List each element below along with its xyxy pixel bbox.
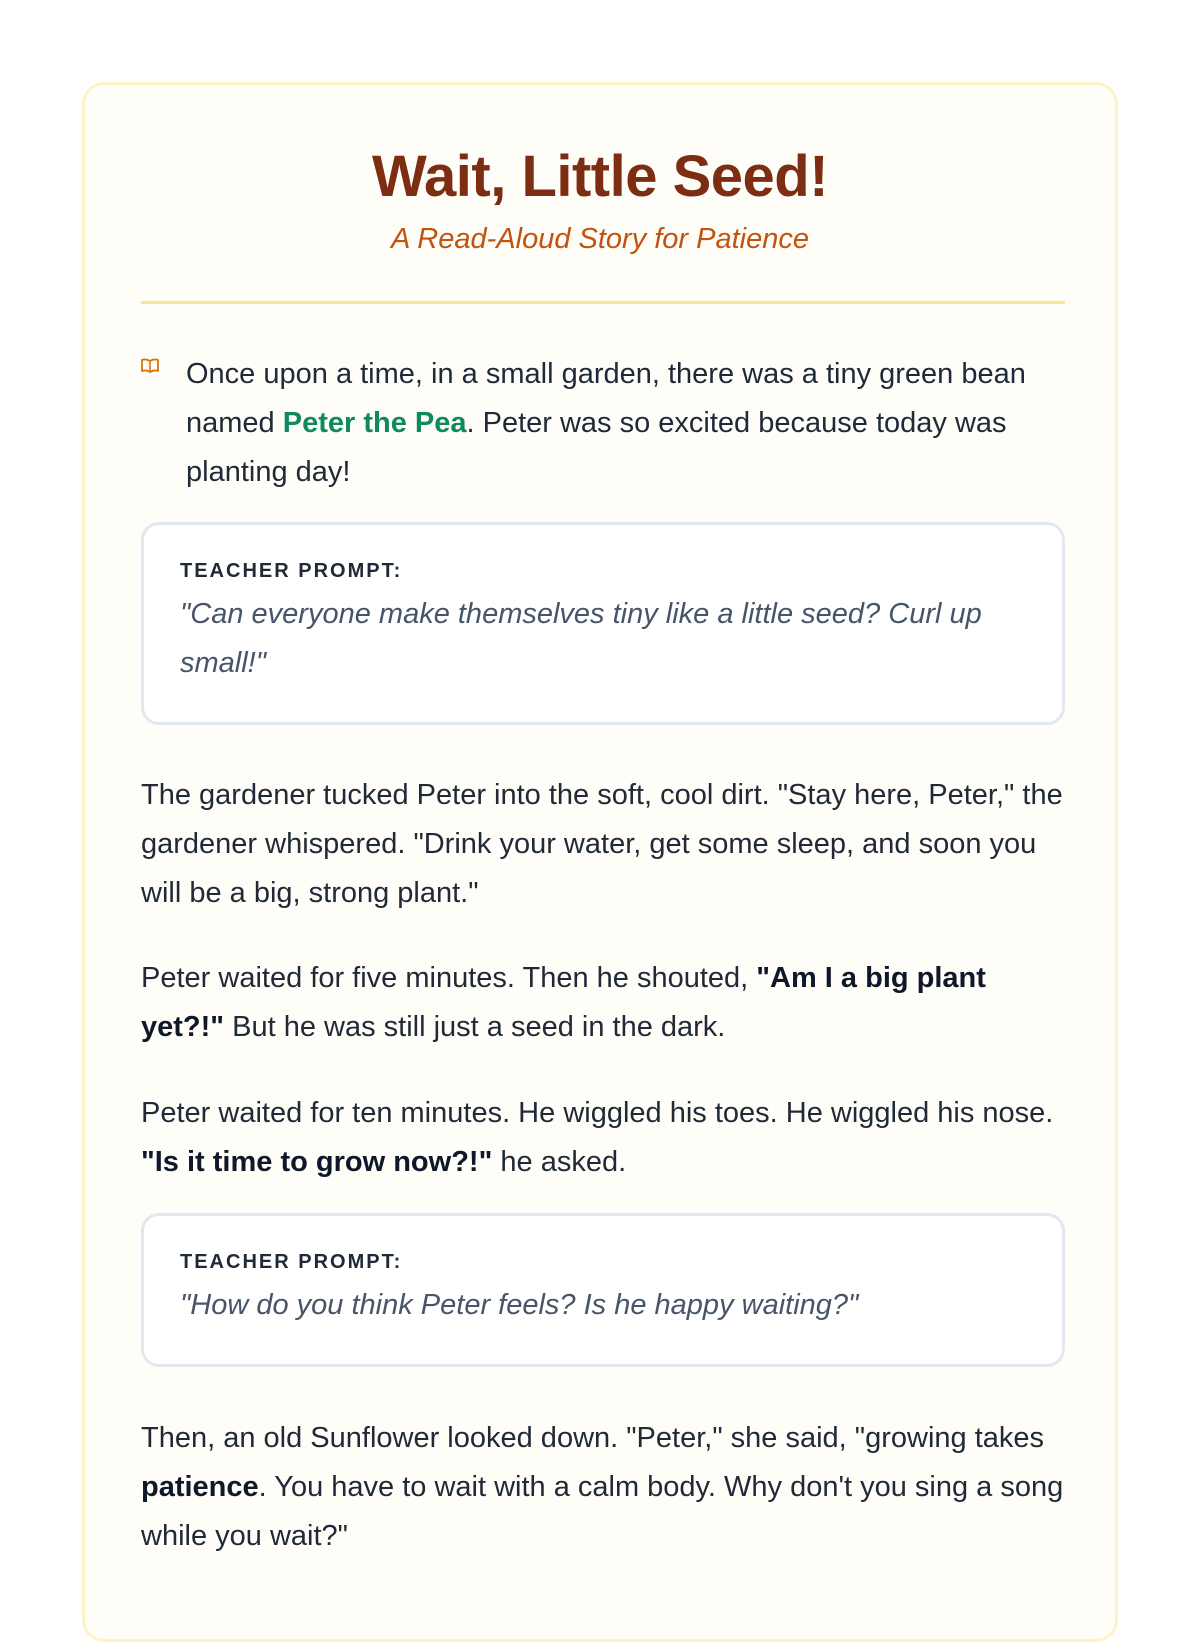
intro-text-after: . Peter was so excited because today was planting day! [186, 407, 1007, 488]
story-subtitle: A Read-Aloud Story for Patience [390, 223, 810, 255]
teacher-prompt-text: "Can everyone make themselves tiny like a little seed? Curl up small!" [180, 598, 982, 679]
teacher-prompt-box [141, 1213, 1065, 1367]
story-paragraph-3 [141, 954, 1065, 1052]
para5-text-after: . You have to wait with a calm body. Why don't you sing a song while you wait?" [141, 1471, 1064, 1552]
teacher-prompt-box [141, 522, 1065, 725]
para3-text-before: Peter waited for five minutes. Then he shouted, [141, 962, 757, 994]
character-name: Peter the Pea [282, 407, 467, 439]
para3-text-after: But he was still just a seed in the dark. [224, 1011, 726, 1043]
para3-exclamation: "Am I a big plant yet?!" [141, 962, 986, 1043]
title-divider [141, 301, 1065, 304]
para5-text-before: Then, an old Sunflower looked down. "Peter," she said, "growing takes [141, 1422, 1045, 1454]
story-card [82, 82, 1118, 1642]
intro-text-before: Once upon a time, in a small garden, there was a tiny green bean named [186, 358, 1026, 439]
story-intro-paragraph [186, 350, 1066, 497]
para4-text-after: he asked. [492, 1146, 627, 1178]
teacher-prompt-label: TEACHER PROMPT: [180, 1251, 403, 1273]
teacher-prompt-text: "How do you think Peter feels? Is he happy waiting?" [180, 1289, 859, 1321]
patience-keyword: patience [141, 1471, 259, 1503]
book-icon [141, 358, 159, 374]
story-title: Wait, Little Seed! [371, 144, 829, 209]
story-paragraph-4 [141, 1089, 1065, 1187]
para4-text-before: Peter waited for ten minutes. He wiggled his toes. He wiggled his nose. [141, 1097, 1054, 1129]
story-paragraph-2: The gardener tucked Peter into the soft, cool dirt. "Stay here, Peter," the gardener whispered. "Drink your water, get some sleep, and soon you will be a big, strong plant." [141, 779, 1063, 909]
teacher-prompt-label: TEACHER PROMPT: [180, 560, 403, 582]
para4-exclamation: "Is it time to grow now?!" [141, 1146, 493, 1178]
story-paragraph-5 [141, 1414, 1065, 1561]
